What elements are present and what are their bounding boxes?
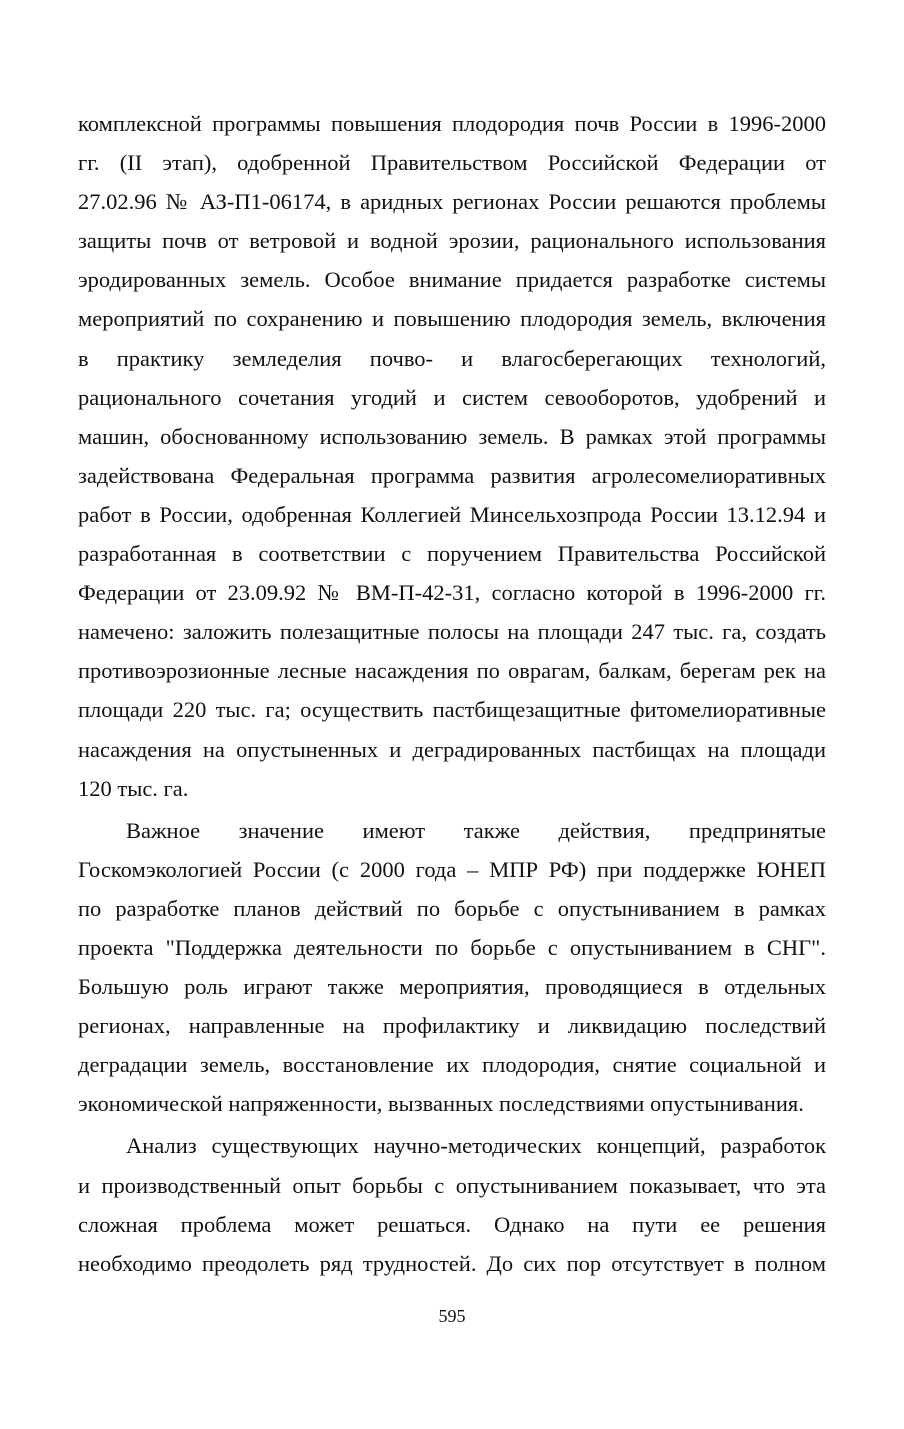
text-line: насаждения на опустыненных и деградированных пастбищах на площади bbox=[78, 736, 826, 762]
text-line: Госкомэкологией России (с 2000 года – МПР РФ) при поддержке ЮНЕП bbox=[78, 856, 826, 882]
text-line: Анализ существующих научно-методических концепций, разработок bbox=[126, 1133, 826, 1159]
paragraph-3 bbox=[78, 1126, 826, 1282]
text-line: 27.02.96 № АЗ-П1-06174, в аридных регионах России решаются проблемы bbox=[78, 189, 826, 215]
text-line: сложная проблема может решаться. Однако на пути ее решения bbox=[78, 1211, 826, 1237]
text-line: противоэрозионные лесные насаждения по оврагам, балкам, берегам рек на bbox=[78, 658, 826, 684]
page-number: 595 bbox=[438, 1306, 466, 1326]
text-line: необходимо преодолеть ряд трудностей. До сих пор отсутствует в полном bbox=[78, 1250, 826, 1276]
text-line: в практику земледелия почво- и влагосберегающих технологий, bbox=[78, 345, 826, 371]
text-line: эродированных земель. Особое внимание придается разработке системы bbox=[78, 267, 826, 293]
text-line: намечено: заложить полезащитные полосы на площади 247 тыс. га, создать bbox=[78, 619, 826, 645]
text-line: комплексной программы повышения плодородия почв России в 1996-2000 bbox=[78, 111, 826, 136]
text-line: проекта "Поддержка деятельности по борьбе с опустыниванием в СНГ". bbox=[78, 934, 826, 960]
text-line: разработанная в соответствии с поручением Правительства Российской bbox=[78, 541, 826, 567]
text-line: мероприятий по сохранению и повышению плодородия земель, включения bbox=[78, 306, 826, 332]
text-line: работ в России, одобренная Коллегией Минсельхозпрода России 13.12.94 и bbox=[78, 501, 826, 527]
text-line: Важное значение имеют также действия, предпринятые bbox=[126, 817, 826, 843]
text-line: Федерации от 23.09.92 № ВМ-П-42-31, согласно которой в 1996-2000 гг. bbox=[78, 580, 826, 606]
text-line: гг. (II этап), одобренной Правительством Российской Федерации от bbox=[78, 150, 826, 176]
text-line: рационального сочетания угодий и систем севооборотов, удобрений и bbox=[78, 384, 826, 410]
text-line: Большую роль играют также мероприятия, проводящиеся в отдельных bbox=[78, 974, 826, 1000]
text-line: 120 тыс. га. bbox=[78, 775, 189, 801]
text-line: по разработке планов действий по борьбе с опустыниванием в рамках bbox=[78, 895, 826, 921]
text-line: деградации земель, восстановление их плодородия, снятие социальной и bbox=[78, 1052, 826, 1078]
text-line: задействована Федеральная программа развития агролесомелиоративных bbox=[78, 462, 826, 488]
text-line: экономической напряженности, вызванных последствиями опустынивания. bbox=[78, 1091, 804, 1117]
text-line: машин, обоснованному использованию земель. В рамках этой программы bbox=[78, 423, 826, 449]
text-line: площади 220 тыс. га; осуществить пастбищезащитные фитомелиоративные bbox=[78, 697, 826, 723]
paragraph-1 bbox=[78, 104, 826, 808]
text-line: регионах, направленные на профилактику и ликвидацию последствий bbox=[78, 1013, 826, 1039]
text-line: защиты почв от ветровой и водной эрозии, рационального использования bbox=[78, 228, 826, 254]
body-text bbox=[78, 104, 826, 1283]
paragraph-2 bbox=[78, 811, 826, 1124]
text-line: и производственный опыт борьбы с опустыниванием показывает, что эта bbox=[78, 1172, 826, 1198]
